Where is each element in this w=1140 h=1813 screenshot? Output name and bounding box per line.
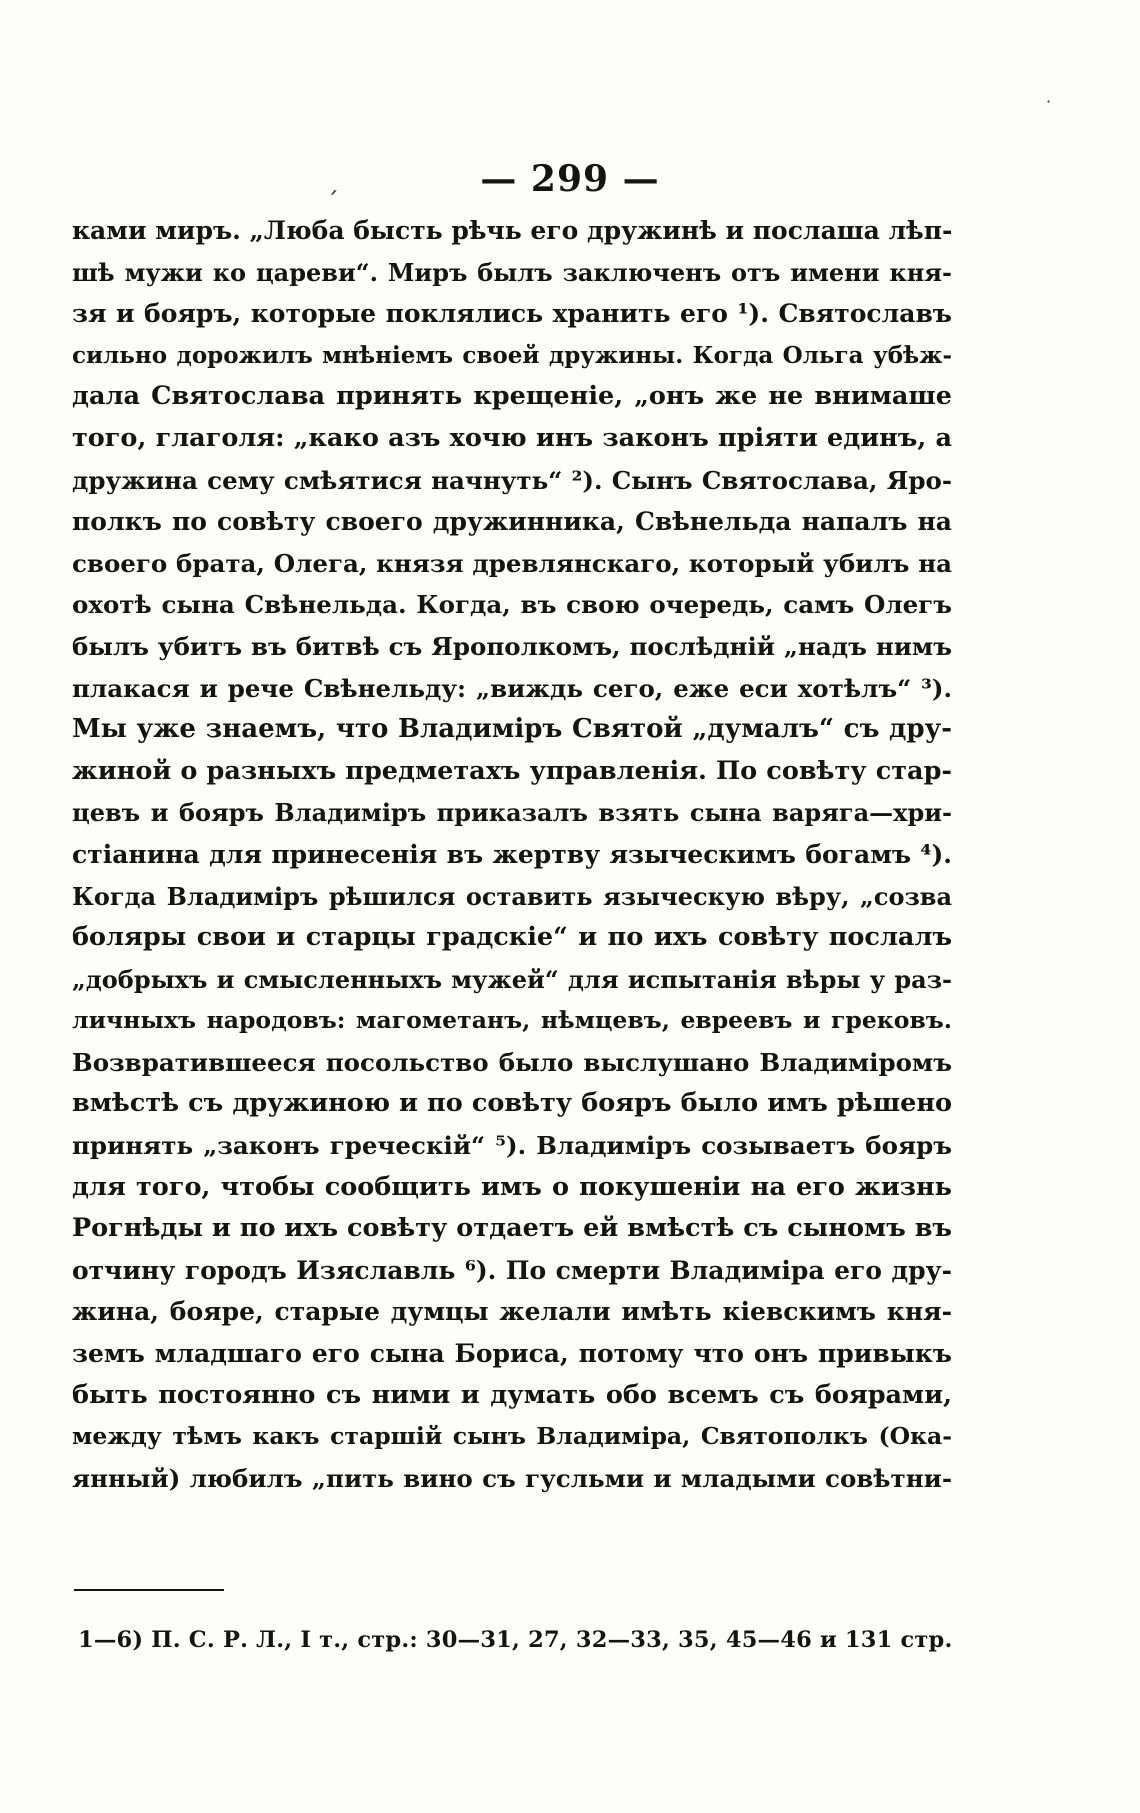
body-text bbox=[72, 210, 952, 1499]
text-line: плакася и рече Свѣнельду: „виждь сего, еже еси хотѣлъ“ ³). bbox=[72, 673, 952, 703]
text-line: шѣ мужи ко цареви“. Миръ былъ заключенъ отъ имени кня- bbox=[72, 257, 952, 287]
text-line: жиной о разныхъ предметахъ управленія. По совѣту стар- bbox=[72, 755, 952, 786]
text-line: боляры свои и старцы градскіе“ и по ихъ совѣту послалъ bbox=[72, 922, 952, 953]
text-line: Возвратившееся посольство было выслушано Владиміромъ bbox=[72, 1047, 952, 1077]
text-line: жина, бояре, старые думцы желали имѣть кіевскимъ кня- bbox=[72, 1297, 952, 1327]
stray-ink-mark: ˊ bbox=[326, 188, 339, 218]
text-line: Рогнѣды и по ихъ совѣту отдаетъ ей вмѣстѣ съ сыномъ въ bbox=[72, 1213, 952, 1244]
text-line: зя и бояръ, которые поклялись хранить его ¹). Святославъ bbox=[72, 299, 952, 329]
page-number: — 299 — bbox=[480, 158, 660, 200]
text-line: вмѣстѣ съ дружиною и по совѣту бояръ было имъ рѣшено bbox=[72, 1088, 952, 1119]
text-line: принять „законъ греческій“ ⁵). Владиміръ созываетъ бояръ bbox=[72, 1131, 952, 1161]
stray-ink-mark: · bbox=[1046, 92, 1052, 111]
text-line: того, глаголя: „како азъ хочю инъ законъ пріяти единъ, а bbox=[72, 422, 952, 453]
text-line: отчину городъ Изяславль ⁶). По смерти Владиміра его дру- bbox=[72, 1255, 952, 1285]
text-line: своего брата, Олега, князя древлянскаго, который убилъ на bbox=[72, 548, 952, 578]
text-line: цевъ и бояръ Владиміръ приказалъ взять сына варяга—хри- bbox=[72, 798, 952, 828]
text-line: ками миръ. „Люба бысть рѣчь его дружинѣ и послаша лѣп- bbox=[72, 216, 952, 245]
text-line: сильно дорожилъ мнѣніемъ своей дружины. Когда Ольга убѣж- bbox=[72, 341, 952, 369]
text-line: стіанина для принесенія въ жертву языческимъ богамъ ⁴). bbox=[72, 839, 952, 869]
text-line: дала Святослава принять крещеніе, „онъ же не внимаше bbox=[72, 381, 952, 412]
footnote-divider bbox=[74, 1589, 224, 1591]
footnote: 1—6) П. С. Р. Л., I т., стр.: 30—31, 27, 32—33, 35, 45—46 и 131 стр. bbox=[78, 1627, 953, 1653]
text-line: дружина сему смѣятися начнуть“ ²). Сынъ Святослава, Яро- bbox=[72, 465, 952, 495]
text-line: „добрыхъ и смысленныхъ мужей“ для испытанія вѣры у раз- bbox=[72, 964, 952, 994]
text-line: личныхъ народовъ: магометанъ, нѣмцевъ, евреевъ и грековъ. bbox=[72, 1006, 952, 1035]
text-line: быть постоянно съ ними и думать обо всемъ съ боярами, bbox=[72, 1379, 952, 1410]
text-line: Мы уже знаемъ, что Владиміръ Святой „думалъ“ съ дру- bbox=[72, 714, 952, 745]
text-line: охотѣ сына Свѣнельда. Когда, въ свою очередь, самъ Олегъ bbox=[72, 590, 952, 620]
text-line: земъ младшаго его сына Бориса, потому что онъ привыкъ bbox=[72, 1339, 952, 1369]
text-line: полкъ по совѣту своего дружинника, Свѣнельда напалъ на bbox=[72, 507, 952, 537]
text-line: янный) любилъ „пить вино съ гусльми и младыми совѣтни- bbox=[72, 1463, 952, 1493]
text-line: для того, чтобы сообщить имъ о покушеніи на его жизнь bbox=[72, 1171, 952, 1202]
text-line: Когда Владиміръ рѣшился оставить языческую вѣру, „созва bbox=[72, 881, 952, 911]
text-line: между тѣмъ какъ старшій сынъ Владиміра, Святополкъ (Ока- bbox=[72, 1422, 952, 1451]
text-line: былъ убитъ въ битвѣ съ Ярополкомъ, послѣдній „надъ нимъ bbox=[72, 631, 952, 661]
